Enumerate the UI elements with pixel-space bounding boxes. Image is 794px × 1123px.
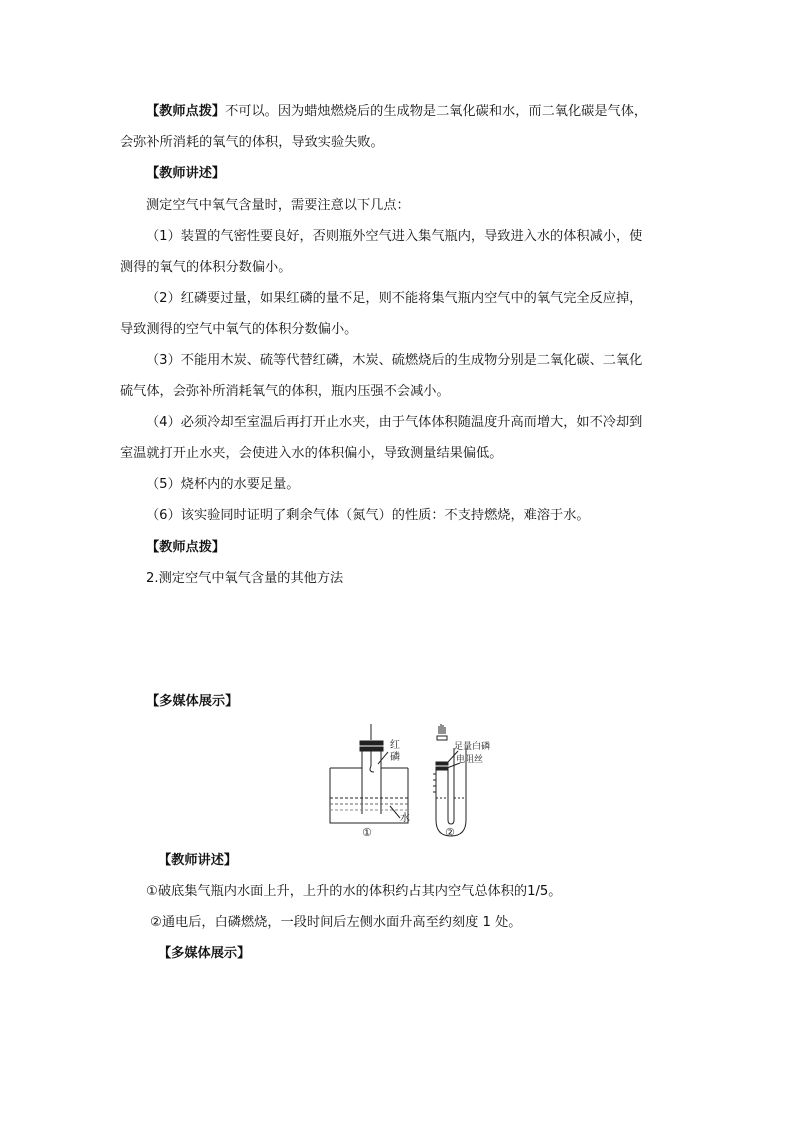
caption-apparatus-2: ②: [445, 826, 455, 839]
section-heading: 【教师点拨】: [146, 104, 226, 119]
list-item-continued: 硫气体，会弥补所消耗氧气的体积，瓶内压强不会减小。: [120, 384, 450, 399]
method-title: 2.测定空气中氧气含量的其他方法: [146, 571, 344, 586]
list-item: （1）装置的气密性要良好，否则瓶外空气进入集气瓶内，导致进入水的体积减小，使: [146, 229, 643, 244]
list-item: （2）红磷要过量，如果红磷的量不足，则不能将集气瓶内空气中的氧气完全反应掉，: [146, 291, 643, 306]
label-red-phosphorus: 磷: [390, 752, 400, 763]
combustion-spoon: [370, 751, 374, 772]
explanation-text: ①破底集气瓶内水面上升，上升的水的体积约占其内空气总体积的1/5。: [146, 884, 562, 899]
section-heading: 【多媒体展示】: [158, 946, 251, 961]
stopper: [360, 741, 383, 745]
list-item-continued: 测得的氧气的体积分数偏小。: [120, 260, 292, 275]
list-item: （3）不能用木炭、硫等代替红磷，木炭、硫燃烧后的生成物分别是二氧化碳、二氧化: [146, 353, 643, 368]
stopper: [436, 762, 448, 765]
apparatus-2: [433, 724, 466, 836]
explanation-text: ②通电后，白磷燃烧，一段时间后左侧水面升高至约刻度 1 处。: [150, 915, 522, 930]
label-red-phosphorus: 红: [390, 740, 400, 751]
leader-line: [378, 752, 388, 764]
stopper: [360, 747, 383, 751]
section-heading: 【教师点拨】: [146, 540, 226, 555]
label-resistance-wire: 电阻丝: [456, 755, 484, 765]
list-item: （5）烧杯内的水要足量。: [146, 477, 300, 492]
stopper: [436, 767, 448, 770]
trough: [330, 768, 408, 823]
apparatus-1: [330, 724, 408, 823]
intro-text: 测定空气中氧气含量时，需要注意以下几点：: [146, 198, 410, 213]
apparatus-figure: [320, 718, 510, 842]
section-heading: 【多媒体展示】: [146, 694, 239, 709]
label-white-phosphorus: 足量白磷: [454, 742, 491, 752]
caption-apparatus-1: ①: [362, 826, 372, 839]
paragraph-teacher-tip: [146, 102, 647, 122]
list-item-continued: 导致测得的空气中氧气的体积分数偏小。: [120, 322, 358, 337]
label-water: 水: [400, 813, 410, 824]
paragraph-text: 不可以。因为蜡烛燃烧后的生成物是二氧化碳和水，而二氧化碳是气体，: [225, 104, 648, 119]
paragraph-text: 会弥补所消耗的氧气的体积，导致实验失败。: [120, 135, 384, 150]
section-heading: 【教师讲述】: [146, 166, 226, 181]
list-item: （4）必须冷却至室温后再打开止水夹，由于气体体积随温度升高而增大，如不冷却到: [146, 415, 643, 430]
leader-line: [390, 806, 400, 818]
list-item-continued: 室温就打开止水夹，会使进入水的体积偏小，导致测量结果偏低。: [120, 446, 503, 461]
section-heading: 【教师讲述】: [158, 853, 238, 868]
list-item: （6）该实验同时证明了剩余气体（氮气）的性质：不支持燃烧，难溶于水。: [146, 508, 590, 523]
hand-icon: [437, 724, 447, 740]
